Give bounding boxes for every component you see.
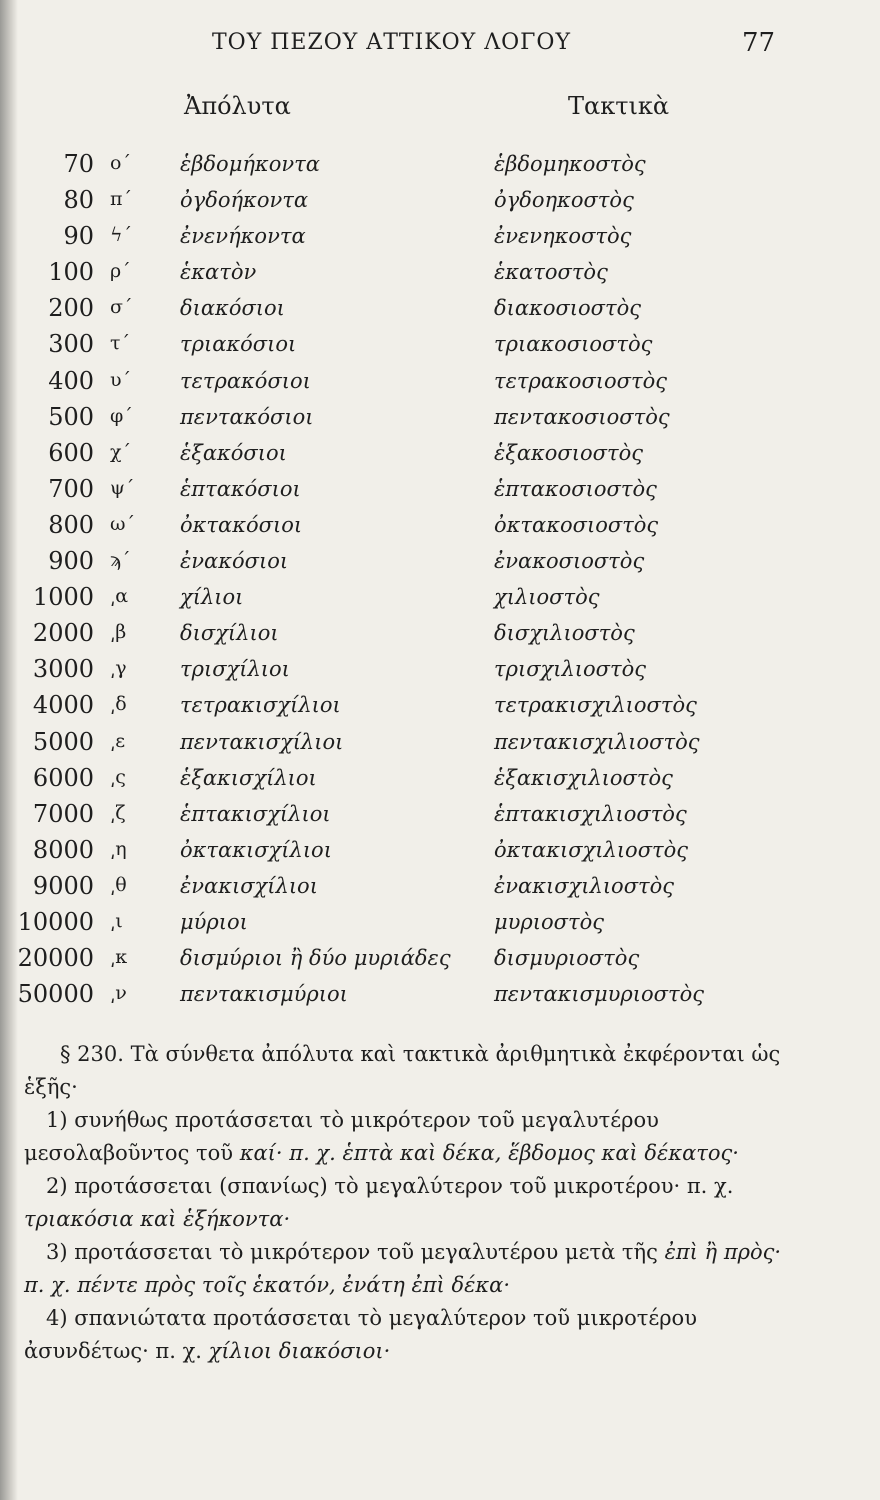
cardinal-column-heading: Ἀπόλυτα	[184, 92, 291, 120]
greek-numeral-sign: ͵δ	[110, 693, 127, 716]
arabic-numeral: 100	[48, 258, 94, 287]
cardinal-word: πεντακισμύριοι	[180, 982, 348, 1007]
numeral-row	[0, 547, 880, 583]
arabic-numeral: 6000	[32, 763, 94, 792]
rule-marker: 4)	[46, 1306, 68, 1330]
rule-item-1	[24, 1104, 794, 1170]
greek-numeral-sign: ϡ΄	[110, 549, 131, 572]
ordinal-word: ὀγδοηκοστὸς	[494, 188, 634, 213]
ordinal-word: ἑβδομηκοστὸς	[494, 152, 646, 176]
greek-numeral-sign: ͵θ	[110, 873, 127, 896]
rule-marker: 3)	[46, 1240, 68, 1264]
cardinal-word: ἑξακισχίλιοι	[180, 765, 317, 790]
rule-item-3	[24, 1236, 794, 1302]
greek-numeral-sign: ͵η	[110, 837, 127, 860]
arabic-numeral: 8000	[32, 835, 94, 864]
cardinal-word: τετρακόσιοι	[180, 368, 311, 393]
numeral-row	[0, 258, 880, 294]
cardinal-word: τριακόσιοι	[180, 332, 297, 357]
arabic-numeral: 2000	[32, 619, 94, 648]
ordinal-word: μυριοστὸς	[494, 909, 604, 934]
greek-numeral-sign: π΄	[110, 188, 132, 211]
numeral-table	[0, 150, 880, 1016]
ordinal-word: ἐνακισχιλιοστὸς	[494, 873, 675, 898]
greek-numeral-sign: ͵κ	[110, 946, 128, 969]
numeral-row	[0, 619, 880, 655]
numeral-row	[0, 980, 880, 1016]
cardinal-word: ἐνενήκοντα	[180, 224, 306, 249]
numeral-row	[0, 511, 880, 547]
numeral-row	[0, 836, 880, 872]
cardinal-word: ἑκατὸν	[180, 260, 257, 285]
cardinal-word: ἑβδομήκοντα	[180, 152, 320, 176]
arabic-numeral: 90	[63, 222, 94, 251]
arabic-numeral: 500	[48, 402, 94, 431]
ordinal-word: ὀκτακοσιοστὸς	[494, 512, 659, 537]
cardinal-word: διακόσιοι	[180, 296, 285, 321]
greek-numeral-sign: ω΄	[110, 512, 135, 535]
numeral-row	[0, 330, 880, 366]
ordinal-word: ἐνακοσιοστὸς	[494, 549, 645, 574]
cardinal-word: πεντακόσιοι	[180, 404, 314, 429]
arabic-numeral: 300	[48, 330, 94, 359]
ordinal-word: δισχιλιοστὸς	[494, 621, 635, 646]
numeral-row	[0, 764, 880, 800]
ordinal-word: δισμυριοστὸς	[494, 946, 640, 971]
rule-text: προτάσσεται τὸ μικρότερον τοῦ μεγαλυτέρου μετὰ τῆς	[74, 1240, 658, 1264]
numeral-row	[0, 908, 880, 944]
numeral-row	[0, 294, 880, 330]
section-number: § 230.	[60, 1042, 124, 1066]
cardinal-word: ὀγδοήκοντα	[180, 188, 309, 213]
rule-text: προτάσσεται (σπανίως) τὸ μεγαλύτερον τοῦ μικροτέρου· π. χ.	[74, 1174, 734, 1198]
ordinal-word: πεντακισμυριοστὸς	[494, 982, 704, 1007]
numeral-row	[0, 800, 880, 836]
numeral-row	[0, 150, 880, 186]
arabic-numeral: 20000	[17, 944, 94, 973]
greek-numeral-sign: ϟ΄	[110, 224, 133, 247]
rule-text: σπανιώτατα προτάσσεται τὸ μεγαλύτερον τοῦ μικροτέρου ἀσυνδέτως· π. χ.	[24, 1306, 697, 1363]
cardinal-word: πεντακισχίλιοι	[180, 729, 344, 754]
greek-numeral-sign: ψ΄	[110, 476, 135, 499]
arabic-numeral: 4000	[32, 691, 94, 720]
rule-item-2	[24, 1170, 794, 1236]
arabic-numeral: 600	[48, 438, 94, 467]
cardinal-word: μύριοι	[180, 909, 248, 934]
greek-numeral-sign: ρ΄	[110, 260, 131, 283]
rule-item-4	[24, 1302, 794, 1368]
rule-example: τριακόσια καὶ ἑξήκοντα·	[24, 1207, 291, 1231]
numeral-row	[0, 222, 880, 258]
section-230	[24, 1038, 794, 1368]
arabic-numeral: 10000	[17, 907, 94, 936]
rule-text: συνήθως προτάσσεται τὸ μικρότερον τοῦ μεγαλυτέρου μεσολαβοῦντος τοῦ	[24, 1108, 659, 1165]
arabic-numeral: 80	[63, 186, 94, 215]
arabic-numeral: 1000	[32, 583, 94, 612]
numeral-row	[0, 475, 880, 511]
greek-numeral-sign: ͵ς	[110, 765, 126, 788]
rule-marker: 2)	[46, 1174, 68, 1198]
arabic-numeral: 200	[48, 294, 94, 323]
ordinal-word: διακοσιοστὸς	[494, 296, 642, 321]
arabic-numeral: 9000	[32, 871, 94, 900]
cardinal-word: ἐνακισχίλιοι	[180, 873, 318, 898]
arabic-numeral: 5000	[32, 727, 94, 756]
section-intro	[24, 1038, 794, 1104]
arabic-numeral: 7000	[32, 799, 94, 828]
ordinal-word: πεντακοσιοστὸς	[494, 404, 670, 429]
arabic-numeral: 800	[48, 510, 94, 539]
cardinal-word: δισχίλιοι	[180, 621, 279, 646]
arabic-numeral: 70	[63, 150, 94, 178]
arabic-numeral: 700	[48, 474, 94, 503]
ordinal-word: ἑπτακισχιλιοστὸς	[494, 801, 687, 826]
cardinal-word: χίλιοι	[180, 585, 244, 610]
ordinal-word: τετρακισχιλιοστὸς	[494, 693, 697, 718]
ordinal-word: πεντακισχιλιοστὸς	[494, 729, 700, 754]
ordinal-word: ἑξακοσιοστὸς	[494, 440, 643, 465]
greek-numeral-sign: τ΄	[110, 332, 131, 355]
arabic-numeral: 900	[48, 547, 94, 576]
greek-numeral-sign: ͵α	[110, 585, 129, 608]
greek-numeral-sign: σ΄	[110, 296, 133, 319]
cardinal-word: τετρακισχίλιοι	[180, 693, 341, 718]
cardinal-word: τρισχίλιοι	[180, 657, 290, 682]
ordinal-word: ἑπτακοσιοστὸς	[494, 476, 657, 501]
rule-example: χίλιοι διακόσιοι·	[208, 1339, 391, 1363]
greek-numeral-sign: ͵β	[110, 621, 127, 644]
greek-numeral-sign: ο΄	[110, 152, 131, 174]
greek-numeral-sign: ͵ε	[110, 729, 126, 752]
rule-marker: 1)	[46, 1108, 68, 1132]
ordinal-word: ἑκατοστὸς	[494, 260, 608, 285]
greek-numeral-sign: φ΄	[110, 404, 133, 427]
ordinal-column-heading: Τακτικὰ	[568, 92, 670, 120]
numeral-row	[0, 655, 880, 691]
numeral-row	[0, 872, 880, 908]
cardinal-word: ὀκτακισχίλιοι	[180, 837, 332, 862]
ordinal-word: τριακοσιοστὸς	[494, 332, 653, 357]
greek-numeral-sign: ͵ν	[110, 982, 127, 1005]
numeral-row	[0, 944, 880, 980]
cardinal-word: ἑπτακισχίλιοι	[180, 801, 331, 826]
running-title: ΤΟΥ ΠΕΖΟΥ ΑΤΤΙΚΟΥ ΛΟΓΟΥ	[212, 30, 571, 55]
arabic-numeral: 400	[48, 366, 94, 395]
greek-numeral-sign: χ΄	[110, 440, 132, 463]
numeral-row	[0, 186, 880, 222]
greek-numeral-sign: ͵ι	[110, 909, 123, 932]
page-header	[0, 28, 880, 62]
numeral-row	[0, 691, 880, 727]
numeral-row	[0, 403, 880, 439]
cardinal-word: ἐνακόσιοι	[180, 549, 289, 574]
section-intro-text: Τὰ σύνθετα ἀπόλυτα καὶ τακτικὰ ἀριθμητικὰ ἐκφέρονται ὡς ἑξῆς·	[24, 1042, 781, 1099]
rule-example: καί· π. χ. ἑπτὰ καὶ δέκα, ἕβδομος καὶ δέκατος·	[239, 1141, 739, 1165]
numeral-row	[0, 367, 880, 403]
cardinal-word: ἑπτακόσιοι	[180, 476, 301, 501]
arabic-numeral: 50000	[17, 980, 94, 1009]
ordinal-word: ἑξακισχιλιοστὸς	[494, 765, 673, 790]
cardinal-word: ὀκτακόσιοι	[180, 512, 303, 537]
ordinal-word: ἐνενηκοστὸς	[494, 224, 632, 249]
page-number: 77	[742, 28, 776, 58]
numeral-row	[0, 728, 880, 764]
cardinal-word: δισμύριοι ἢ δύο μυριάδες	[180, 946, 451, 971]
greek-numeral-sign: ͵γ	[110, 657, 127, 680]
arabic-numeral: 3000	[32, 655, 94, 684]
ordinal-word: ὀκτακισχιλιοστὸς	[494, 837, 689, 862]
cardinal-word: ἑξακόσιοι	[180, 440, 287, 465]
numeral-row	[0, 439, 880, 475]
ordinal-word: τρισχιλιοστὸς	[494, 657, 647, 682]
numeral-row	[0, 583, 880, 619]
greek-numeral-sign: υ΄	[110, 368, 132, 391]
greek-numeral-sign: ͵ζ	[110, 801, 126, 824]
ordinal-word: χιλιοστὸς	[494, 585, 600, 610]
ordinal-word: τετρακοσιοστὸς	[494, 368, 668, 393]
rule-example: ἐπὶ ἢ πρὸς· π. χ. πέντε πρὸς τοῖς ἑκατόν, ἐνάτη ἐπὶ δέκα·	[24, 1240, 782, 1297]
